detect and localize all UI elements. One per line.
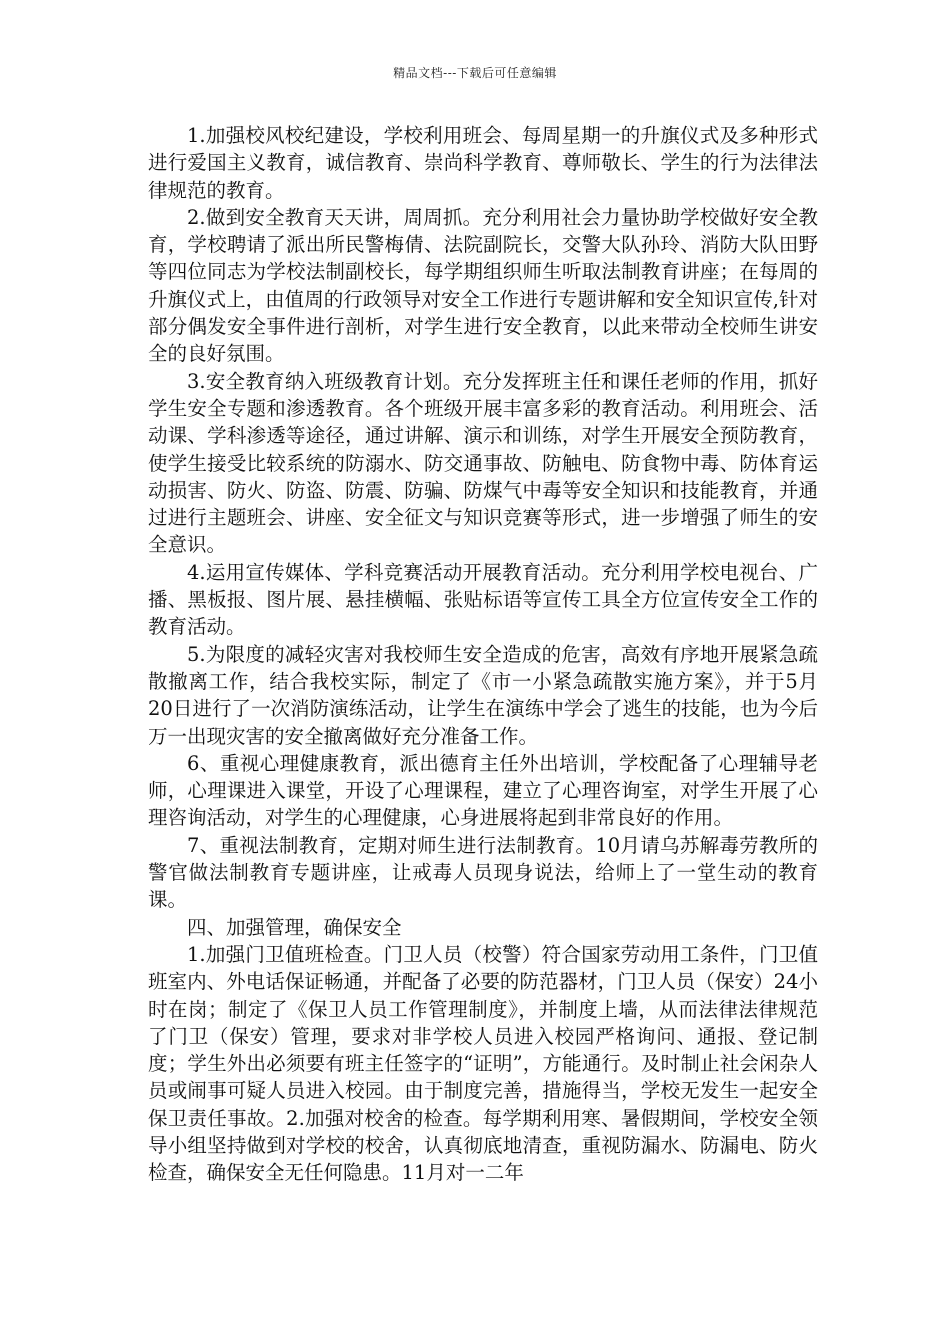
paragraph-1: 1.加强校风校纪建设，学校利用班会、每周星期一的升旗仪式及多种形式进行爱国主义教育，诚信教育、崇尚科学教育、尊师敬长、学生的行为法律法律规范的教育。 <box>148 124 818 202</box>
paragraph-6: 6、重视心理健康教育，派出德育主任外出培训，学校配备了心理辅导老师，心理课进入课堂，开设了心理课程，建立了心理咨询室，对学生开展了心理咨询活动，对学生的心理健康，心身进展将起到非常良好的作用。 <box>148 751 818 830</box>
section-heading: 四、加强管理，确保安全 <box>187 915 402 939</box>
page-header: 精品文档---下载后可任意编辑 <box>393 66 557 80</box>
paragraph-4: 4.运用宣传媒体、学科竞赛活动开展教育活动。充分利用学校电视台、广播、黑板报、图片展、悬挂横幅、张贴标语等宣传工具全方位宣传安全工作的教育活动。 <box>148 560 818 639</box>
paragraph-5: 5.为限度的减轻灾害对我校师生安全造成的危害，高效有序地开展紧急疏散撤离工作，结合我校实际，制定了《市一小紧急疏散实施方案》，并于5月20日进行了一次消防演练活动，让学生在演练中学会了逃生的技能，也为今后万一出现灾害的安全撤离做好充分准备工作。 <box>148 642 818 748</box>
paragraph-8: 1.加强门卫值班检查。门卫人员（校警）符合国家劳动用工条件，门卫值班室内、外电话保证畅通，并配备了必要的防范器材，门卫人员（保安）24小时在岗；制定了《保卫人员工作管理制度》，并制度上墙，从而法律法律规范了门卫（保安）管理，要求对非学校人员进入校园严格询问、通报、登记制度；学生外出必须要有班主任签字的“证明”，方能通行。及时制止社会闲杂人员或闹事可疑人员进入校园。由于制度完善，措施得当，学校无发生一起安全保卫责任事故。2.加强对校舍的检查。每学期利用寒、暑假期间，学校安全领导小组坚持做到对学校的校舍，认真彻底地清查，重视防漏水、防漏电、防火检查，确保安全无任何隐患。11月对一二年 <box>148 942 818 1185</box>
document-body <box>148 122 818 1187</box>
paragraph-7: 7、重视法制教育，定期对师生进行法制教育。10月请乌苏解毒劳教所的警官做法制教育专题讲座，让戒毒人员现身说法，给师上了一堂生动的教育课。 <box>148 833 818 912</box>
paragraph-3: 3.安全教育纳入班级教育计划。充分发挥班主任和课任老师的作用，抓好学生安全专题和渗透教育。各个班级开展丰富多彩的教育活动。利用班会、活动课、学科渗透等途径，通过讲解、演示和训练，对学生开展安全预防教育，使学生接受比较系统的防溺水、防交通事故、防触电、防食物中毒、防体育运动损害、防火、防盗、防震、防骗、防煤气中毒等安全知识和技能教育，并通过进行主题班会、讲座、安全征文与知识竞赛等形式，进一步增强了师生的安全意识。 <box>148 369 818 557</box>
paragraph-2: 2.做到安全教育天天讲，周周抓。充分利用社会力量协助学校做好安全教育，学校聘请了派出所民警梅倩、法院副院长，交警大队孙玲、消防大队田野等四位同志为学校法制副校长，每学期组织师生听取法制教育讲座；在每周的升旗仪式上，由值周的行政领导对安全工作进行专题讲解和安全知识宣传,针对部分偶发安全事件进行剖析，对学生进行安全教育，以此来带动全校师生讲安全的良好氛围。 <box>148 205 818 366</box>
